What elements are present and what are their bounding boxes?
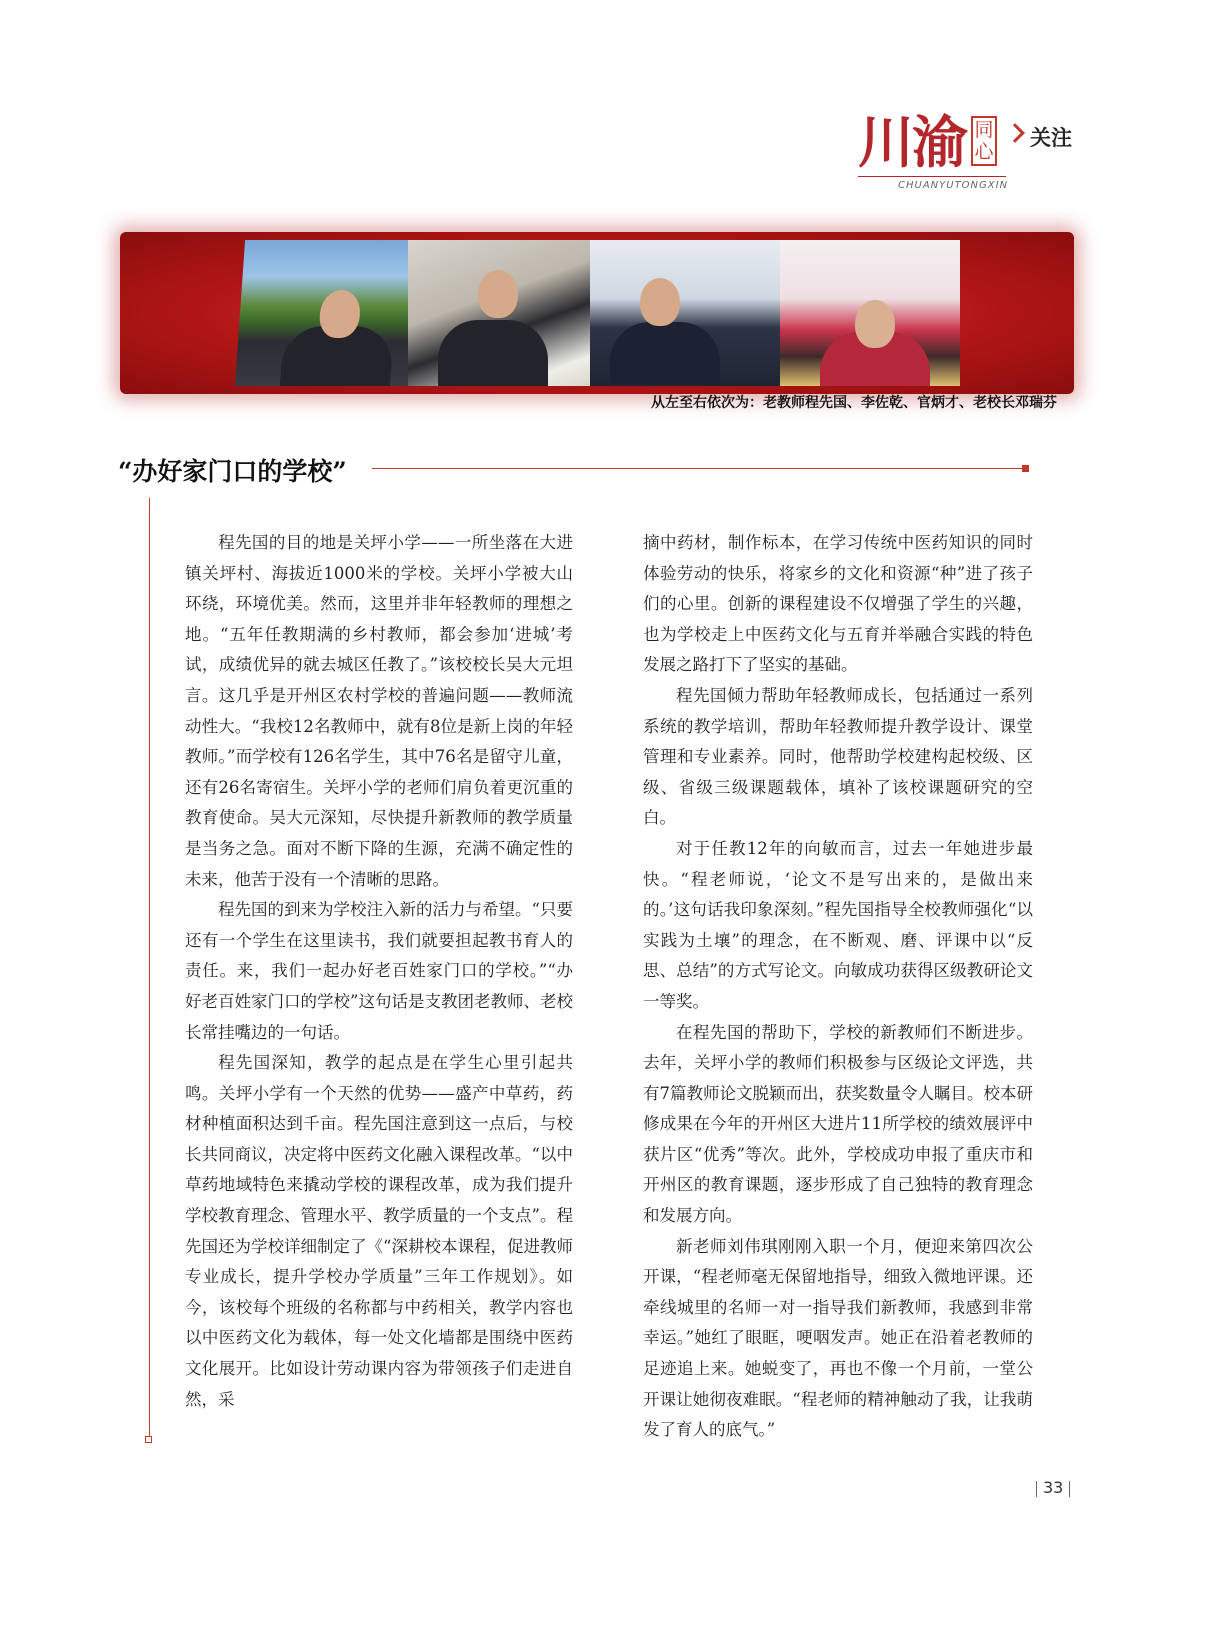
page-number-value: 33 <box>1043 1478 1064 1497</box>
page-number <box>1030 1478 1076 1497</box>
section-divider-end <box>1022 465 1029 472</box>
logo-box-char-2: 心 <box>974 141 994 163</box>
logo-main-text: 川渝 <box>858 110 966 176</box>
paragraph: 对于任教12年的向敏而言，过去一年她进步最快。“程老师说，‘论文不是写出来的，是做出来的。’这句话我印象深刻。”程先国指导全校教师强化“以实践为土壤”的理念，在不断观、磨、评课中以“反思、总结”的方式写论文。向敏成功获得区级教研论文一等奖。 <box>643 838 1033 1011</box>
logo-box <box>971 116 997 166</box>
photo-teacher-4 <box>780 240 960 386</box>
photo-banner <box>120 232 1074 394</box>
paragraph-continuation: 摘中药材，制作标本，在学习传统中医药知识的同时体验劳动的快乐，将家乡的文化和资源“种”进了孩子们的心里。创新的课程建设不仅增强了学生的兴趣，也为学校走上中医药文化与五育并举融合实践的特色发展之路打下了坚实的基础。 <box>643 533 1033 675</box>
paragraph: 程先国倾力帮助年轻教师成长，包括通过一系列系统的教学培训，帮助年轻教师提升教学设计、课堂管理和专业素养。同时，他帮助学校建构起校级、区级、省级三级课题载体，填补了该校课题研究的空白。 <box>643 685 1033 828</box>
section-tag: 关注 <box>1030 125 1072 150</box>
logo-box-char-1: 同 <box>974 119 994 141</box>
section-divider <box>372 468 1024 469</box>
logo-rule <box>858 176 1006 177</box>
margin-rule <box>149 498 150 1438</box>
magazine-logo <box>858 110 1098 190</box>
section-title: “办好家门口的学校” <box>118 457 347 486</box>
chevron-right-icon <box>1005 123 1025 143</box>
article-column-left <box>185 528 573 1415</box>
paragraph: 程先国的目的地是关坪小学——一所坐落在大进镇关坪村、海拔近1000米的学校。关坪小学被大山环绕，环境优美。然而，这里并非年轻教师的理想之地。“五年任教期满的乡村教师，都会参加‘进城’考试，成绩优异的就去城区任教了。”该校校长吴大元坦言。这几乎是开州区农村学校的普遍问题——教师流动性大。“我校12名教师中，就有8位是新上岗的年轻教师。”而学校有126名学生，其中76名是留守儿童，还有26名寄宿生。关坪小学的老师们肩负着更沉重的教育使命。吴大元深知，尽快提升新教师的教学质量是当务之急。面对不断下降的生源，充满不确定性的未来，他苦于没有一个清晰的思路。 <box>185 533 573 889</box>
paragraph: 新老师刘伟琪刚刚入职一个月，便迎来第四次公开课，“程老师毫无保留地指导，细致入微地评课。还牵线城里的名师一对一指导我们新教师，我感到非常幸运。”她红了眼眶，哽咽发声。她正在沿着老教师的足迹追上来。她蜕变了，再也不像一个月前，一堂公开课让她彻夜难眠。“程老师的精神触动了我，让我萌发了育人的底气。” <box>643 1236 1033 1440</box>
article-column-right <box>643 528 1033 1446</box>
photo-caption: 从左至右依次为：老教师程先国、李佐乾、官炳才、老校长邓瑞芬 <box>651 395 1057 411</box>
photo-teacher-3 <box>590 240 785 386</box>
paragraph: 在程先国的帮助下，学校的新教师们不断进步。去年，关坪小学的教师们积极参与区级论文评选，共有7篇教师论文脱颖而出，获奖数量令人瞩目。校本研修成果在今年的开州区大进片11所学校的绩效展评中获片区“优秀”等次。此外，学校成功申报了重庆市和开州区的教育课题，逐步形成了自己独特的教育理念和发展方向。 <box>643 1022 1033 1226</box>
paragraph: 程先国深知，教学的起点是在学生心里引起共鸣。关坪小学有一个天然的优势——盛产中草药，药材种植面积达到千亩。程先国注意到这一点后，与校长共同商议，决定将中医药文化融入课程改革。“以中草药地域特色来撬动学校的课程改革，成为我们提升学校教育理念、管理水平、教学质量的一个支点”。程先国还为学校详细制定了《“深耕校本课程，促进教师专业成长，提升学校办学质量”三年工作规划》。如今，该校每个班级的名称都与中药相关，教学内容也以中医药文化为载体，每一处文化墙都是围绕中医药文化展开。比如设计劳动课内容为带领孩子们走进自然，采 <box>185 1053 573 1409</box>
logo-pinyin: CHUANYUTONGXIN <box>898 180 1009 191</box>
photo-teacher-2 <box>408 240 598 386</box>
paragraph: 程先国的到来为学校注入新的活力与希望。“只要还有一个学生在这里读书，我们就要担起教书育人的责任。来，我们一起办好老百姓家门口的学校。”“办好老百姓家门口的学校”这句话是支教团老教师、老校长常挂嘴边的一句话。 <box>185 900 573 1042</box>
margin-rule-end <box>145 1436 152 1443</box>
